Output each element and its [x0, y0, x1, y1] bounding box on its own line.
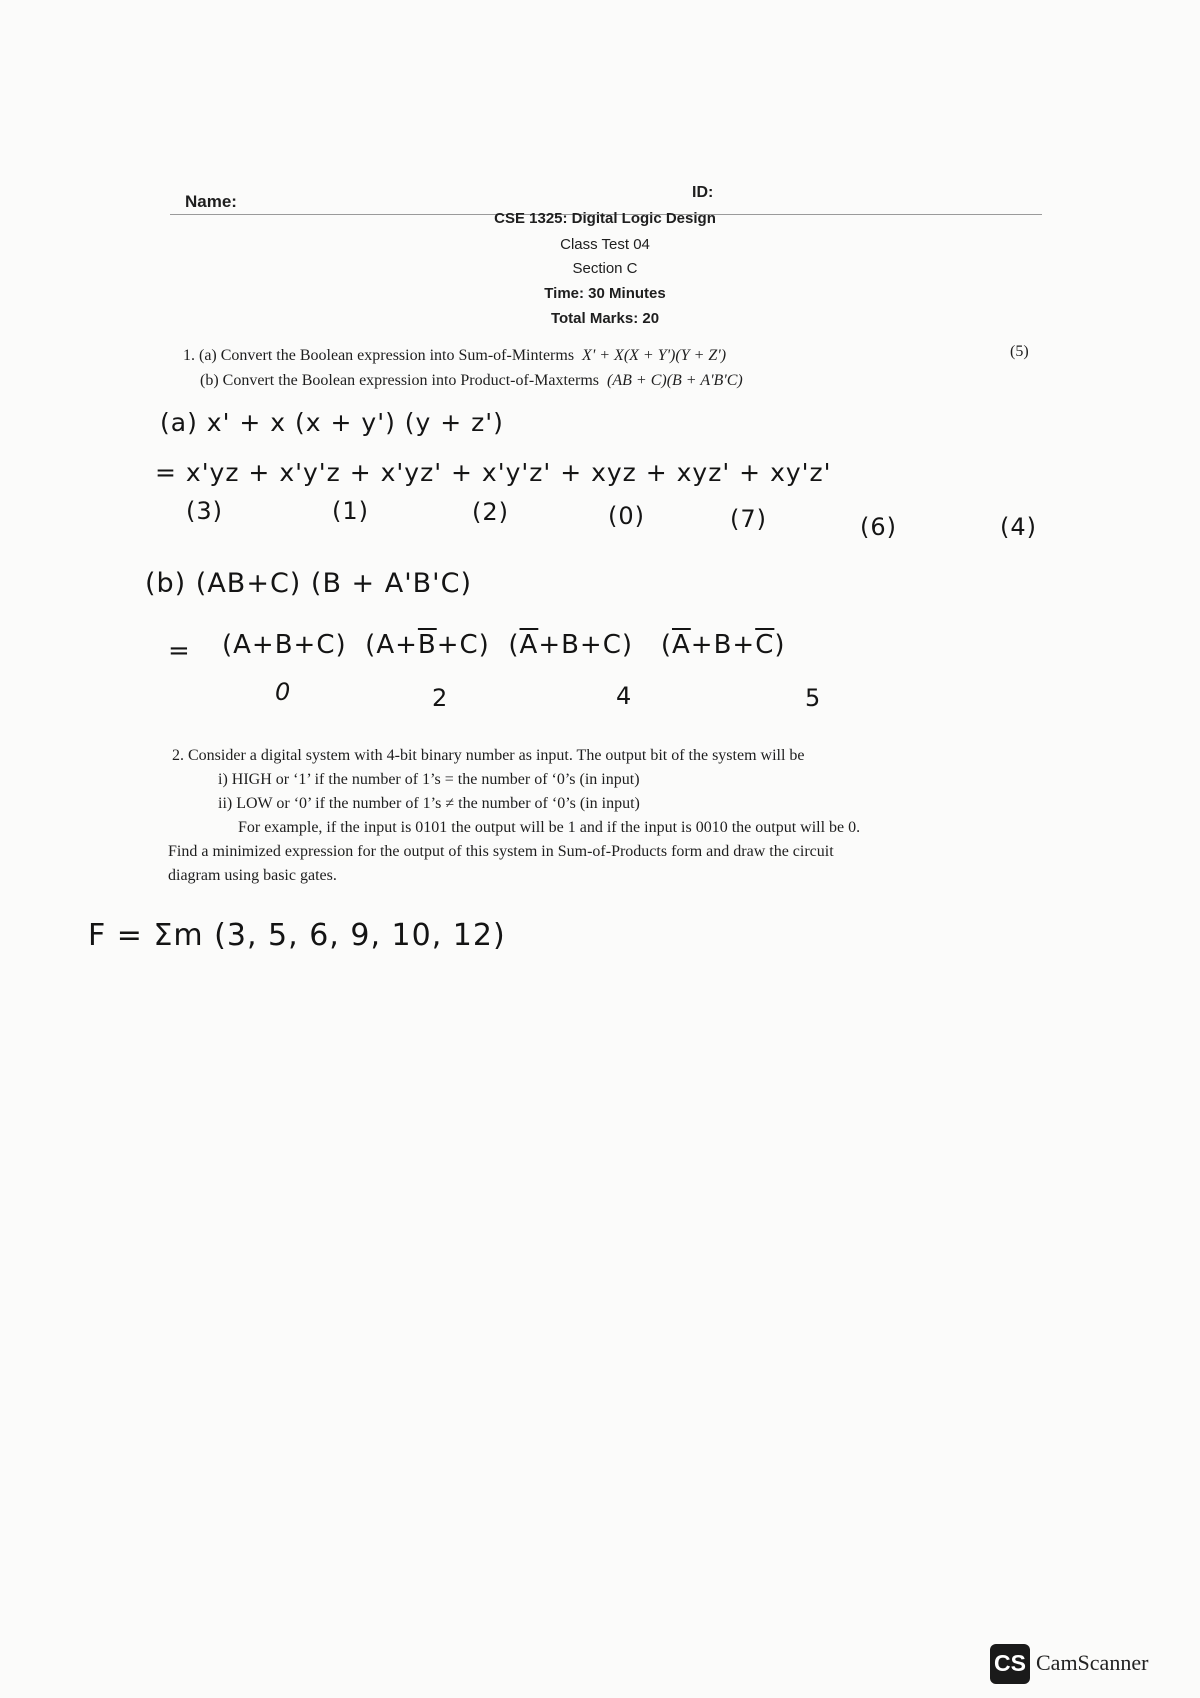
course-title: CSE 1325: Digital Logic Design	[494, 210, 716, 227]
q1b-text: (b) Convert the Boolean expression into Product-of-Maxterms (AB + C)(B + A'B'C)	[200, 372, 743, 389]
q1b-expression: (AB + C)(B + A'B'C)	[607, 372, 743, 389]
minterm-index: (2)	[472, 498, 509, 526]
minterm-index: (4)	[1000, 513, 1037, 541]
q2-find-cont: diagram using basic gates.	[168, 867, 337, 884]
maxterm: (A+B+C)	[222, 630, 347, 660]
minterm-index: (6)	[860, 513, 897, 541]
test-title: Class Test 04	[560, 236, 650, 253]
answer-b-line1: (b) (AB+C) (B + A'B'C)	[145, 568, 472, 599]
maxterm-index: 4	[616, 682, 633, 710]
q2-find: Find a minimized expression for the output of this system in Sum-of-Products form and draw the circuit	[168, 843, 834, 860]
answer-2: F = Σm (3, 5, 6, 9, 10, 12)	[88, 918, 506, 953]
section-label: Section C	[572, 260, 638, 277]
marks-label: Total Marks: 20	[550, 310, 660, 327]
q2-intro: 2. Consider a digital system with 4-bit binary number as input. The output bit of the system will be	[172, 747, 805, 764]
q1a-expression: X' + X(X + Y')(Y + Z')	[582, 347, 727, 364]
maxterm-index: 0	[275, 678, 292, 706]
q1-marks: (5)	[1010, 343, 1029, 360]
maxterm-index: 2	[432, 684, 449, 712]
minterm-index: (0)	[608, 502, 645, 530]
q2-condition-ii: ii) LOW or ‘0’ if the number of 1’s ≠ the number of ‘0’s (in input)	[218, 795, 640, 812]
answer-b-line2	[222, 630, 786, 660]
time-label: Time: 30 Minutes	[544, 285, 666, 302]
q2-condition-i: i) HIGH or ‘1’ if the number of 1’s = the number of ‘0’s (in input)	[218, 771, 640, 788]
q1a-text: 1. (a) Convert the Boolean expression into Sum-of-Minterms X' + X(X + Y')(Y + Z')	[183, 347, 727, 364]
maxterm-index: 5	[805, 684, 822, 712]
maxterm: $(\overline{A}+B+C)$	[508, 630, 634, 660]
maxterm: $(A+\overline{B}+C)$	[365, 630, 490, 660]
maxterm: $(\overline{A}+B+\overline{C})$	[660, 630, 786, 660]
minterm-index: (7)	[730, 505, 767, 533]
answer-b-equals: =	[168, 636, 191, 666]
minterm-index: (1)	[332, 497, 369, 525]
q2-example: For example, if the input is 0101 the output will be 1 and if the input is 0010 the output will be 0.	[238, 819, 861, 836]
camscanner-label: CamScanner	[1036, 1650, 1149, 1675]
answer-a-line1: (a) x' + x (x + y') (y + z')	[160, 408, 504, 437]
camscanner-logo: CS	[990, 1644, 1030, 1684]
minterm-index: (3)	[186, 497, 223, 525]
answer-a-line2: = x'yz + x'y'z + x'yz' + x'y'z' + xyz + xyz' + xy'z'	[155, 458, 832, 487]
id-label: ID:	[692, 184, 714, 201]
name-label: Name:	[185, 192, 237, 211]
